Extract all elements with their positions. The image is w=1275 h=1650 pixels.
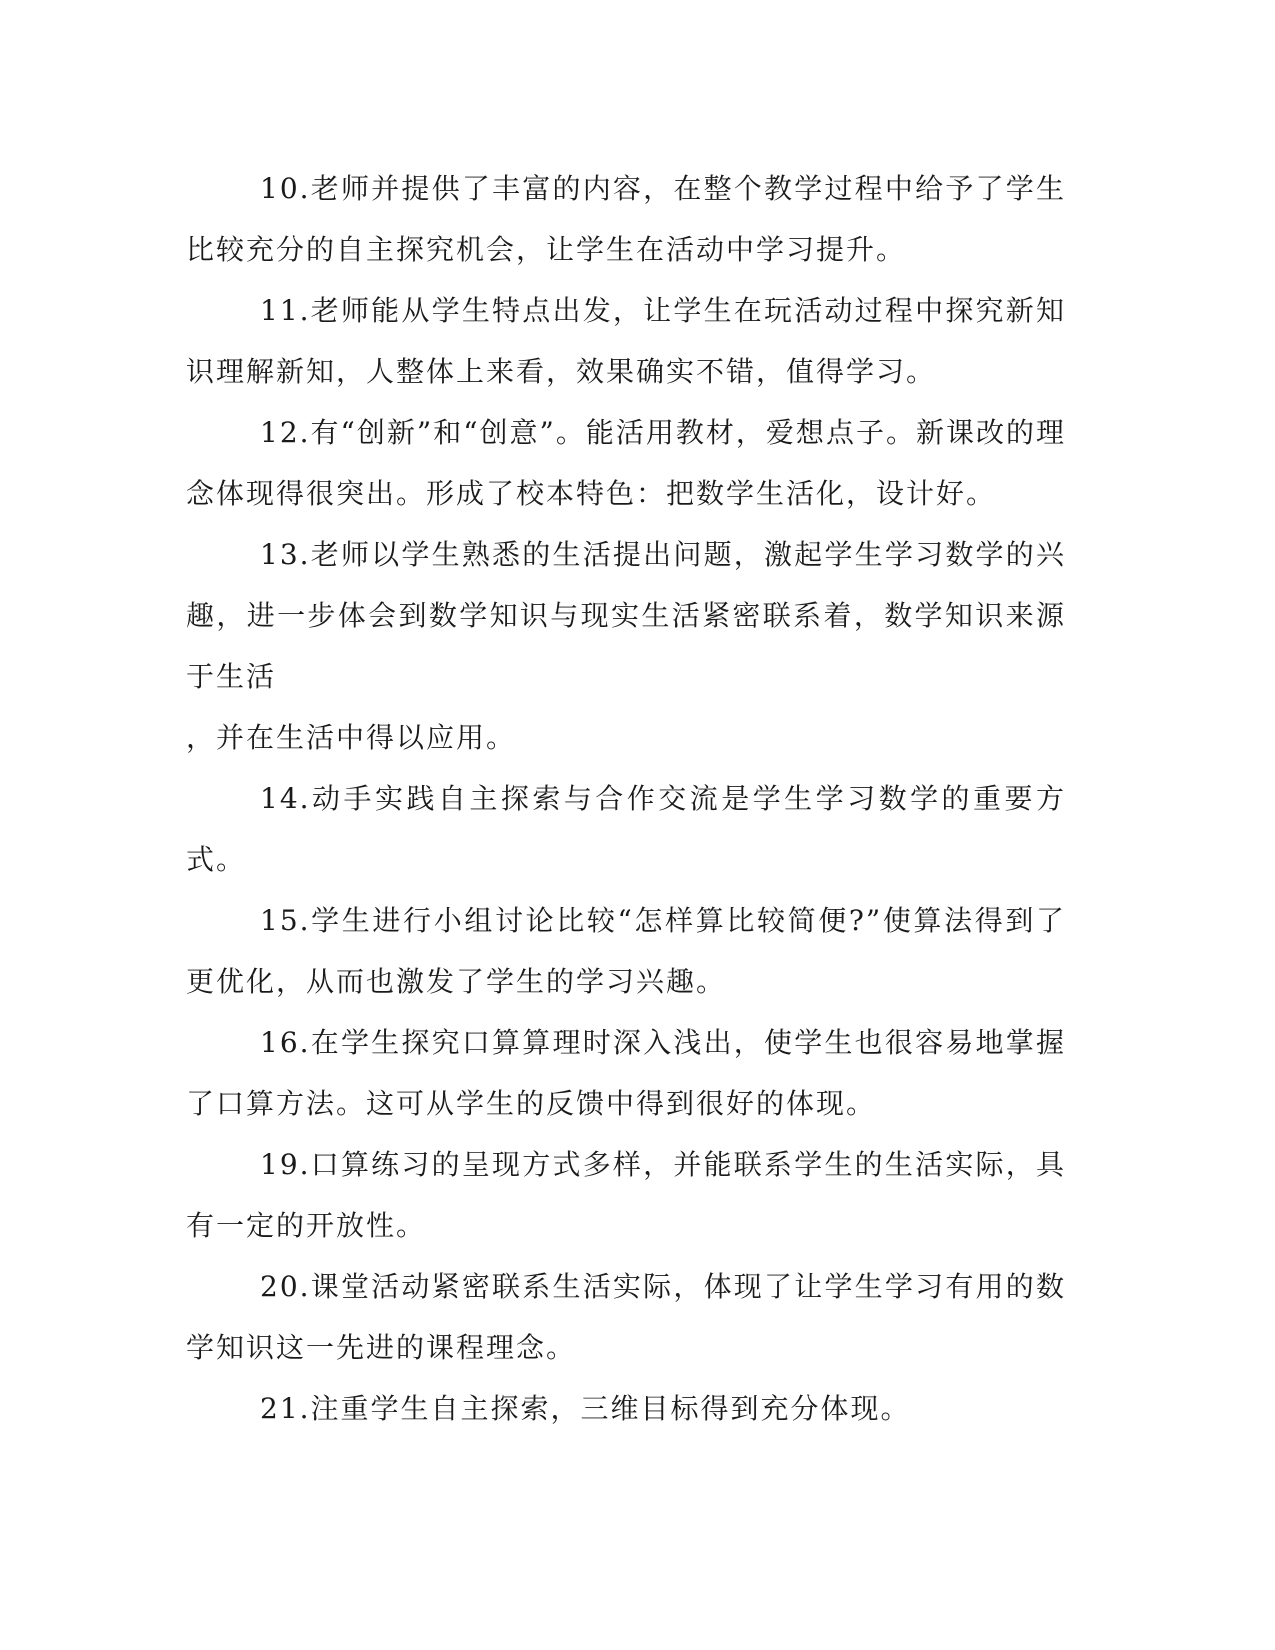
paragraph-16: 16.在学生探究口算算理时深入浅出，使学生也很容易地掌握了口算方法。这可从学生的反馈中得到很好的体现。 — [186, 1026, 1066, 1120]
document-body — [186, 158, 1066, 1439]
paragraph-12: 12.有“创新”和“创意”。能活用教材，爱想点子。新课改的理念体现得很突出。形成了校本特色：把数学生活化，设计好。 — [186, 416, 1066, 510]
paragraph-11: 11.老师能从学生特点出发，让学生在玩活动过程中探究新知识理解新知，人整体上来看，效果确实不错，值得学习。 — [186, 294, 1066, 388]
paragraph-15: 15.学生进行小组讨论比较“怎样算比较简便?”使算法得到了更优化，从而也激发了学生的学习兴趣。 — [186, 904, 1066, 998]
paragraph-13: 13.老师以学生熟悉的生活提出问题，激起学生学习数学的兴趣，进一步体会到数学知识与现实生活紧密联系着，数学知识来源于生活 ，并在生活中得以应用。 — [186, 538, 1066, 754]
paragraph-20: 20.课堂活动紧密联系生活实际，体现了让学生学习有用的数学知识这一先进的课程理念。 — [186, 1270, 1066, 1364]
paragraph-10: 10.老师并提供了丰富的内容，在整个教学过程中给予了学生比较充分的自主探究机会，让学生在活动中学习提升。 — [186, 172, 1066, 266]
paragraph-14: 14.动手实践自主探索与合作交流是学生学习数学的重要方式。 — [186, 782, 1066, 876]
paragraph-19: 19.口算练习的呈现方式多样，并能联系学生的生活实际，具有一定的开放性。 — [186, 1148, 1066, 1242]
paragraph-21: 21.注重学生自主探索，三维目标得到充分体现。 — [260, 1392, 911, 1425]
